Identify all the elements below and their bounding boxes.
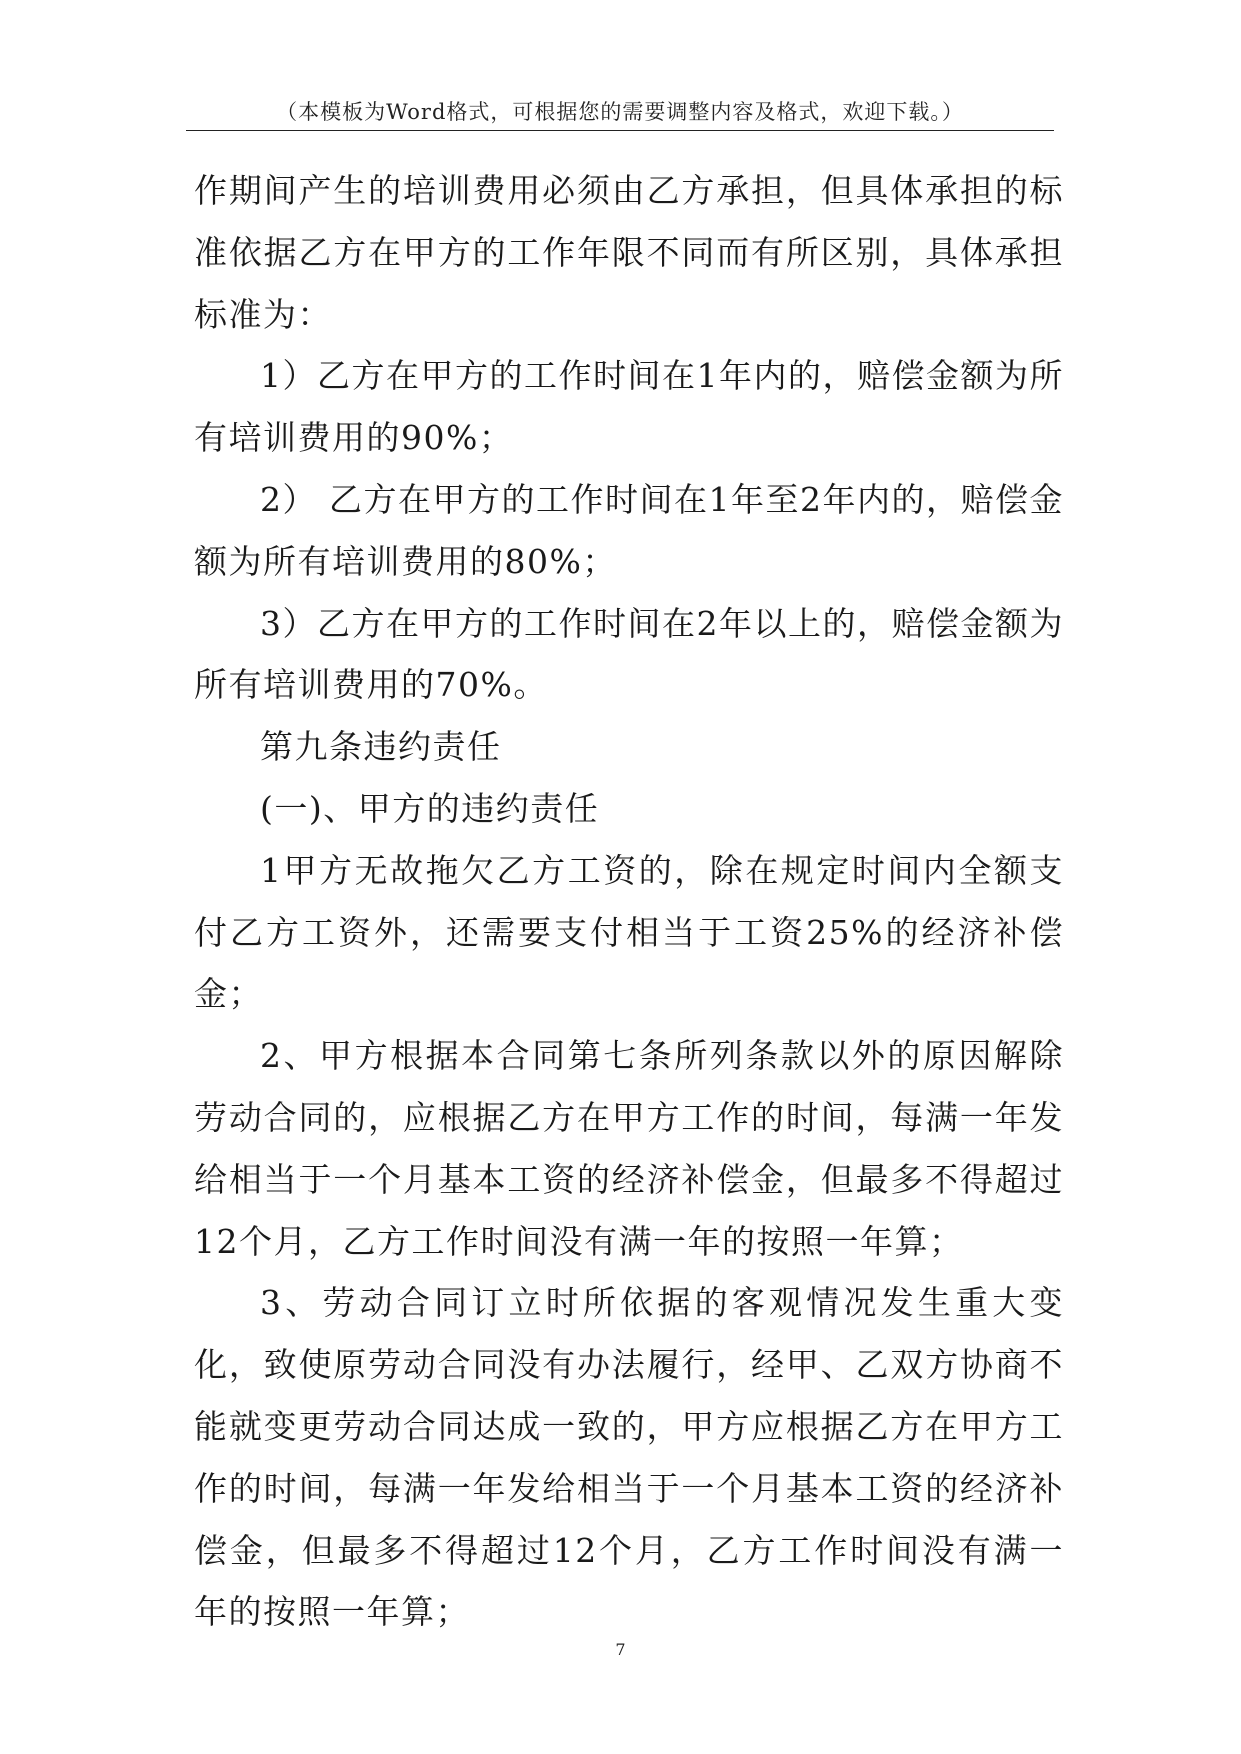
paragraph-training-cost: 作期间产生的培训费用必须由乙方承担，但具体承担的标准依据乙方在甲方的工作年限不同而有所区别，具体承担标准为：	[194, 171, 1064, 334]
paragraph-item-3: 3）乙方在甲方的工作时间在2年以上的，赔偿金额为所有培训费用的70%。	[194, 603, 1064, 705]
header-divider	[186, 130, 1054, 131]
paragraph-clause-2: 2、甲方根据本合同第七条所列条款以外的原因解除劳动合同的，应根据乙方在甲方工作的时间，每满一年发给相当于一个月基本工资的经济补偿金，但最多不得超过12个月，乙方工作时间没有满一年的按照一年算；	[194, 1036, 1064, 1261]
paragraph-clause-1: 1甲方无故拖欠乙方工资的，除在规定时间内全额支付乙方工资外，还需要支付相当于工资25%的经济补偿金；	[194, 850, 1064, 1014]
document-body	[194, 160, 1064, 1643]
subsection-heading-party-a: (一)、甲方的违约责任	[260, 788, 600, 828]
page-number: 7	[615, 1640, 626, 1659]
paragraph-item-2: 2） 乙方在甲方的工作时间在1年至2年内的，赔偿金额为所有培训费用的80%；	[194, 479, 1064, 581]
paragraph-clause-3: 3、劳动合同订立时所依据的客观情况发生重大变化，致使原劳动合同没有办法履行，经甲、乙双方协商不能就变更劳动合同达成一致的，甲方应根据乙方在甲方工作的时间，每满一年发给相当于一个月基本工资的经济补偿金，但最多不得超过12个月，乙方工作时间没有满一年的按照一年算；	[194, 1283, 1064, 1632]
template-note-header: （本模板为Word格式，可根据您的需要调整内容及格式，欢迎下载。）	[276, 100, 964, 124]
section-heading-article-9: 第九条违约责任	[260, 727, 502, 767]
paragraph-item-1: 1）乙方在甲方的工作时间在1年内的，赔偿金额为所有培训费用的90%；	[194, 356, 1064, 458]
